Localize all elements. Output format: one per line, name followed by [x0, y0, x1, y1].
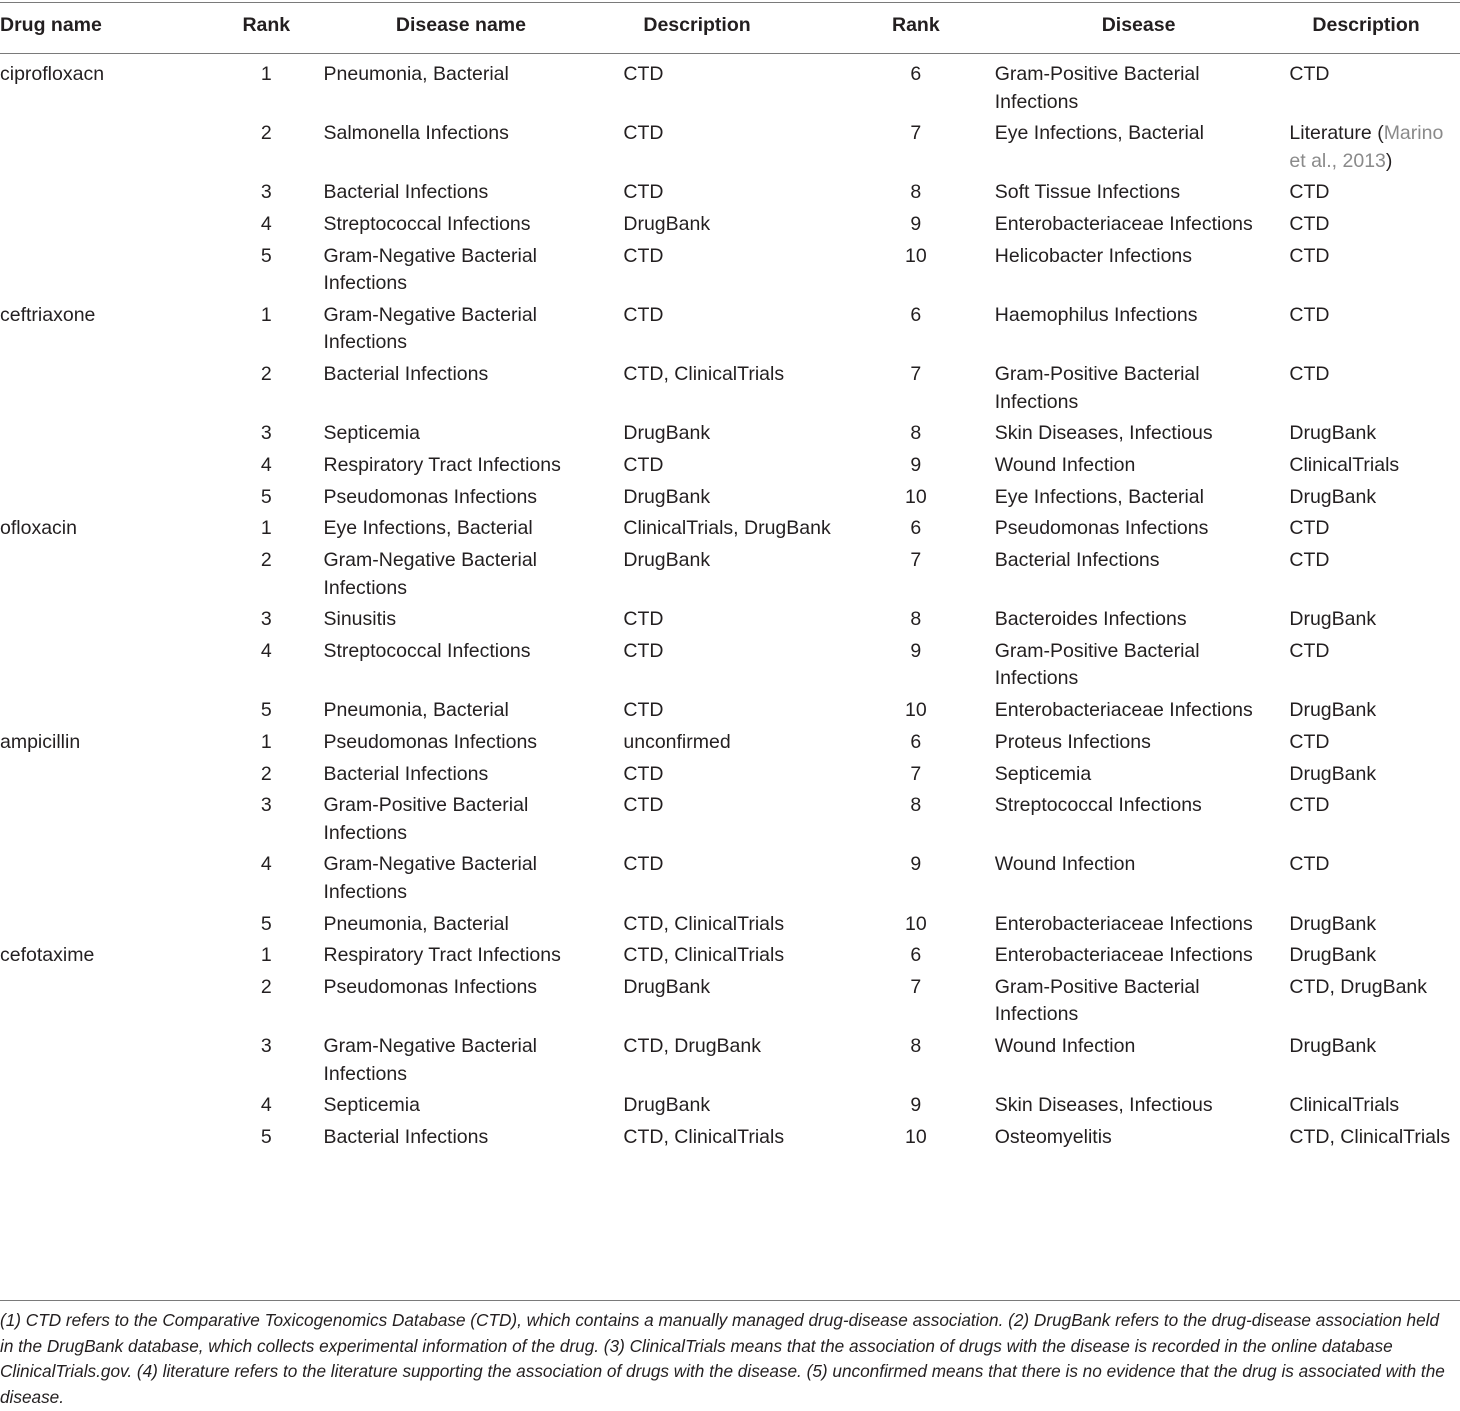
table-row [0, 606, 1460, 638]
description-cell: CTD, ClinicalTrials [623, 363, 785, 386]
description-cell: DrugBank [623, 1094, 711, 1117]
table-row [0, 420, 1460, 452]
disease-cell-2: Enterobacteriaceae Infections [994, 912, 1253, 935]
drug-name-cell [0, 792, 214, 851]
disease-cell-2: Soft Tissue Infections [994, 181, 1181, 204]
rank-cell: 5 [260, 912, 272, 935]
disease-cell-2: Wound Infection [994, 454, 1136, 476]
table-row [0, 515, 1460, 547]
rank-cell: 2 [260, 975, 272, 998]
disease-cell-2: Wound Infection [994, 853, 1136, 876]
drug-name-cell [0, 697, 214, 729]
disease-name-cell: Respiratory Tract Infections [323, 944, 561, 967]
drug-name-cell: ceftriaxone [0, 303, 96, 326]
description-cell: CTD, ClinicalTrials [623, 1126, 785, 1148]
description-cell-2: CTD, ClinicalTrials [1289, 1126, 1451, 1148]
disease-cell-2: Gram-Positive Bacterial Infections [994, 975, 1200, 1026]
literature-citation-link[interactable]: Marino [1383, 122, 1444, 145]
drug-name-cell [0, 1092, 214, 1124]
rank-cell: 3 [260, 608, 272, 631]
disease-cell-2: Gram-Positive Bacterial Infections [994, 363, 1200, 413]
disease-cell-2: Bacterial Infections [994, 549, 1160, 572]
disease-cell-2: Wound Infection [994, 1035, 1136, 1058]
rank-cell: 3 [260, 181, 272, 204]
description-cell-2: CTD [1289, 730, 1330, 753]
description-cell-2: DrugBank [1289, 944, 1377, 967]
disease-name-cell: Pneumonia, Bacterial [323, 912, 509, 935]
drug-name-cell [0, 606, 214, 638]
rank-cell: 4 [260, 454, 272, 476]
description-cell: CTD [623, 63, 664, 85]
drug-name-cell: cefotaxime [0, 944, 95, 967]
rank-cell-2: 9 [910, 853, 922, 876]
drug-name-cell [0, 361, 214, 420]
rank-cell-2: 8 [910, 794, 922, 817]
disease-cell-2: Enterobacteriaceae Infections [994, 699, 1253, 722]
description-cell-2: CTD [1289, 794, 1330, 817]
description-cell-2: Literature (Marino et al., 2013) [1289, 122, 1444, 172]
disease-name-cell: Gram-Negative Bacterial Infections [323, 1035, 537, 1085]
disease-cell-2: Haemophilus Infections [994, 303, 1198, 326]
disease-name-cell: Septicemia [323, 422, 420, 445]
disease-name-cell: Gram-Negative Bacterial Infections [323, 303, 537, 354]
description-cell: CTD [623, 699, 664, 722]
table-row [0, 911, 1460, 943]
table-row [0, 729, 1460, 761]
rank-cell-2: 7 [910, 122, 922, 145]
disease-cell-2: Osteomyelitis [994, 1126, 1112, 1148]
description-cell-2: CTD [1289, 303, 1330, 326]
disease-cell-2: Skin Diseases, Infectious [994, 422, 1213, 445]
table-footnote: (1) CTD refers to the Comparative Toxicogenomics Database (CTD), which contains a manually managed drug-disease association. (2) DrugBank refers to the drug-disease association held in the DrugBank database, which collects experimental information of the drug. (3) ClinicalTrials means that the association of drugs with the disease is recorded in the online database ClinicalTrials.gov. (4) literature refers to the literature supporting the association of drugs with the disease. (5) unconfirmed means that there is no evidence that the drug is associated with the disease. [0, 1310, 1445, 1407]
table-row [0, 974, 1460, 1033]
drug-name-cell: ofloxacin [0, 517, 77, 540]
rank-cell-2: 8 [910, 1035, 922, 1058]
rank-cell: 2 [260, 363, 272, 386]
disease-cell-2: Septicemia [994, 762, 1092, 785]
header-description-2: Description [1312, 14, 1420, 36]
description-cell: CTD, ClinicalTrials [623, 944, 785, 967]
rank-cell: 5 [260, 699, 272, 722]
table-row [0, 484, 1460, 516]
disease-cell-2: Enterobacteriaceae Infections [994, 944, 1253, 967]
table-row [0, 1124, 1460, 1156]
literature-citation-close: ) [1385, 149, 1393, 172]
rank-cell: 3 [260, 1035, 272, 1058]
rank-cell-2: 10 [904, 912, 927, 935]
rank-cell-2: 6 [910, 944, 922, 967]
rank-cell-2: 6 [910, 63, 922, 85]
rank-cell: 4 [260, 213, 272, 236]
drug-name-cell [0, 761, 214, 793]
table-row [0, 1033, 1460, 1092]
disease-name-cell: Pseudomonas Infections [323, 485, 538, 508]
description-cell: CTD [623, 181, 664, 204]
table-row [0, 851, 1460, 910]
drug-name-cell [0, 420, 214, 452]
disease-cell-2: Eye Infections, Bacterial [994, 485, 1204, 508]
header-rank: Rank [242, 14, 291, 36]
disease-cell-2: Gram-Positive Bacterial Infections [994, 63, 1200, 113]
drug-name-cell [0, 243, 214, 302]
rank-cell-2: 6 [910, 303, 922, 326]
header-drug-name: Drug name [0, 14, 102, 36]
drug-name-cell [0, 1033, 214, 1092]
disease-name-cell: Gram-Negative Bacterial Infections [323, 244, 537, 295]
disease-name-cell: Gram-Negative Bacterial Infections [323, 549, 537, 599]
description-cell-2: CTD [1289, 244, 1330, 267]
description-cell: ClinicalTrials, DrugBank [623, 517, 831, 540]
description-cell: DrugBank [623, 549, 711, 572]
drug-name-cell [0, 120, 214, 179]
disease-name-cell: Respiratory Tract Infections [323, 454, 561, 476]
rank-cell: 1 [260, 303, 272, 326]
drug-name-cell [0, 484, 214, 516]
disease-name-cell: Pneumonia, Bacterial [323, 63, 509, 85]
disease-cell-2: Bacteroides Infections [994, 608, 1187, 631]
description-cell-2: CTD, DrugBank [1289, 975, 1428, 998]
description-cell: CTD [623, 244, 664, 267]
rank-cell-2: 7 [910, 762, 922, 785]
drug-name-cell: ampicillin [0, 730, 81, 753]
description-cell: DrugBank [623, 975, 711, 998]
table-row [0, 53, 1460, 120]
bottom-rule [0, 1300, 1460, 1301]
drug-name-cell [0, 851, 214, 910]
description-cell-2: DrugBank [1289, 422, 1377, 445]
description-cell-2: ClinicalTrials [1289, 454, 1400, 476]
disease-name-cell: Pseudomonas Infections [323, 975, 538, 998]
table-row [0, 792, 1460, 851]
drug-name-cell: ciprofloxacn [0, 63, 105, 85]
rank-cell: 1 [260, 730, 272, 753]
description-cell-2: DrugBank [1289, 485, 1377, 508]
drug-name-cell [0, 179, 214, 211]
rank-cell: 5 [260, 485, 272, 508]
description-cell-2: DrugBank [1289, 608, 1377, 631]
rank-cell-2: 8 [910, 181, 922, 204]
description-cell: CTD [623, 762, 664, 785]
description-cell-2: DrugBank [1289, 762, 1377, 785]
description-cell: CTD, ClinicalTrials [623, 912, 785, 935]
header-row [0, 6, 1460, 53]
description-cell-2: CTD [1289, 213, 1330, 236]
rank-cell: 2 [260, 122, 272, 145]
disease-name-cell: Pseudomonas Infections [323, 730, 538, 753]
rank-cell-2: 9 [910, 454, 922, 476]
rank-cell: 4 [260, 1094, 272, 1117]
description-cell-2: CTD [1289, 181, 1330, 204]
header-disease-name: Disease name [395, 14, 526, 36]
description-cell: DrugBank [623, 422, 711, 445]
description-cell: CTD, DrugBank [623, 1035, 761, 1058]
rank-cell-2: 10 [904, 485, 927, 508]
rank-cell: 4 [260, 639, 272, 662]
rank-cell-2: 7 [910, 975, 922, 998]
table-row [0, 452, 1460, 484]
table-row [0, 761, 1460, 793]
drug-name-cell [0, 974, 214, 1033]
description-cell-2: CTD [1289, 853, 1330, 876]
literature-citation-year[interactable]: et al., 2013 [1289, 149, 1386, 172]
disease-cell-2: Gram-Positive Bacterial Infections [994, 639, 1200, 690]
disease-cell-2: Enterobacteriaceae Infections [994, 213, 1253, 236]
description-cell: unconfirmed [623, 730, 731, 753]
table-row [0, 547, 1460, 606]
description-cell: CTD [623, 853, 664, 876]
description-cell-2: DrugBank [1289, 1035, 1377, 1058]
table-row [0, 697, 1460, 729]
description-cell-2: CTD [1289, 639, 1330, 662]
rank-cell-2: 8 [910, 422, 922, 445]
drug-name-cell [0, 911, 214, 943]
rank-cell-2: 9 [910, 639, 922, 662]
drug-name-cell [0, 638, 214, 697]
disease-name-cell: Streptococcal Infections [323, 213, 531, 236]
description-cell-2: ClinicalTrials [1289, 1094, 1400, 1117]
description-cell: CTD [623, 794, 664, 817]
disease-name-cell: Bacterial Infections [323, 363, 489, 386]
disease-name-cell: Streptococcal Infections [323, 639, 531, 662]
disease-cell-2: Skin Diseases, Infectious [994, 1094, 1213, 1117]
table-row [0, 638, 1460, 697]
drug-name-cell [0, 1124, 214, 1156]
description-cell-2: DrugBank [1289, 912, 1377, 935]
disease-name-cell: Pneumonia, Bacterial [323, 699, 509, 722]
rank-cell-2: 6 [910, 517, 922, 540]
disease-name-cell: Salmonella Infections [323, 122, 509, 145]
rank-cell: 3 [260, 794, 272, 817]
rank-cell-2: 7 [910, 549, 922, 572]
rank-cell: 4 [260, 853, 272, 876]
rank-cell: 1 [260, 944, 272, 967]
disease-name-cell: Sinusitis [323, 608, 397, 631]
rank-cell: 5 [260, 244, 272, 267]
rank-cell: 5 [260, 1126, 272, 1148]
disease-name-cell: Septicemia [323, 1094, 420, 1117]
disease-name-cell: Bacterial Infections [323, 762, 489, 785]
rank-cell-2: 10 [904, 244, 927, 267]
drug-name-cell [0, 547, 214, 606]
rank-cell: 1 [260, 517, 272, 540]
rank-cell-2: 9 [910, 1094, 922, 1117]
description-cell: CTD [623, 454, 664, 476]
disease-cell-2: Helicobacter Infections [994, 244, 1193, 267]
table-row [0, 302, 1460, 361]
description-cell: CTD [623, 608, 664, 631]
rank-cell-2: 10 [904, 699, 927, 722]
table-row [0, 211, 1460, 243]
rank-cell-2: 10 [904, 1126, 927, 1148]
drug-name-cell [0, 211, 214, 243]
header-disease: Disease [1101, 14, 1176, 36]
description-cell: DrugBank [623, 213, 711, 236]
description-cell-2: CTD [1289, 63, 1330, 85]
rank-cell-2: 8 [910, 608, 922, 631]
table-row [0, 243, 1460, 302]
description-cell-2: CTD [1289, 549, 1330, 572]
description-cell-2: CTD [1289, 517, 1330, 540]
disease-name-cell: Bacterial Infections [323, 1126, 489, 1148]
drug-disease-table [0, 6, 1460, 1156]
disease-name-cell: Gram-Positive Bacterial Infections [323, 794, 529, 844]
disease-name-cell: Eye Infections, Bacterial [323, 517, 533, 540]
rank-cell: 3 [260, 422, 272, 445]
rank-cell-2: 7 [910, 363, 922, 386]
description-cell: DrugBank [623, 485, 711, 508]
table-row [0, 120, 1460, 179]
description-cell: CTD [623, 303, 664, 326]
table-body [0, 53, 1460, 1156]
rank-cell-2: 6 [910, 730, 922, 753]
rank-cell: 2 [260, 549, 272, 572]
disease-name-cell: Bacterial Infections [323, 181, 489, 204]
rank-cell: 2 [260, 762, 272, 785]
table-row [0, 1092, 1460, 1124]
header-description: Description [643, 14, 751, 36]
disease-cell-2: Pseudomonas Infections [994, 517, 1209, 540]
table-row [0, 942, 1460, 974]
header-rank-2: Rank [892, 14, 940, 36]
description-cell-2: CTD [1289, 363, 1330, 386]
rank-cell: 1 [260, 63, 272, 85]
description-cell: CTD [623, 122, 664, 145]
rank-cell-2: 9 [910, 213, 922, 236]
disease-name-cell: Gram-Negative Bacterial Infections [323, 853, 537, 903]
table-row [0, 361, 1460, 420]
description-cell-2: DrugBank [1289, 699, 1377, 722]
description-cell: CTD [623, 639, 664, 662]
table-row [0, 179, 1460, 211]
disease-cell-2: Streptococcal Infections [994, 794, 1202, 817]
top-rule [0, 2, 1460, 3]
disease-cell-2: Proteus Infections [994, 730, 1151, 753]
drug-name-cell [0, 452, 214, 484]
disease-cell-2: Eye Infections, Bacterial [994, 122, 1204, 145]
